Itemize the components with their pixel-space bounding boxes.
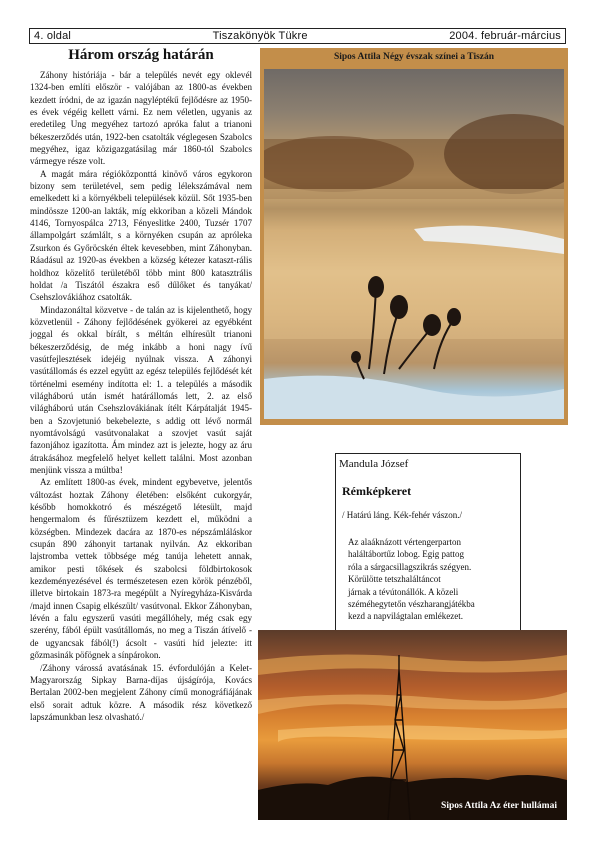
poem-line: járnak a tévútonállók. A közeli: [348, 586, 459, 597]
poem-line: széméhegytetőn vészharangjátékba: [348, 599, 475, 610]
sunset-scene-graphic: [258, 630, 567, 820]
poem-subtitle: / Határú láng. Kék-fehér vászon./: [342, 510, 462, 520]
poem-line: Az alaáknázott vértengerparton: [348, 537, 461, 547]
river-scene-graphic: [264, 69, 564, 419]
poem-line: Körülötte tetszhaláltáncot: [348, 574, 441, 585]
page-number: 4. oldal: [34, 30, 72, 42]
poem-line: róla a sárgacsillagszikrás szégyen.: [348, 561, 472, 572]
issue-date: 2004. február-március: [449, 30, 561, 42]
poem-line: kezd a napvilágtalan emlékezet.: [348, 611, 463, 622]
article-body: [30, 69, 252, 723]
article-paragraph: A magát mára régióközponttá kinövő város egykoron bizony sem területével, sem pedig lélekszámával nem emelkedett ki a környékbeli települések közül. Sőt 1935-ben mindössze 1200-an lakták, míg ekkoriban a közeli Mándok 4146, Tornyospálca 2713, Fényeslitke 2400, Tuzsér 1707 állampolgárt számlált, s a környéken csupán az apróleka Zsurkon és Győröcskén éltek kevesebben, mint Záhonyban. Ráadásul az 1920-as években a község kétezer kataszt-rális holdhoz közelítő területéből több mint 800 katasztrális holdat /a Tiszától északra eső dűlőket és tanyákat/ Csehszlovákiához csatolták.: [30, 168, 252, 303]
article-paragraph: Az említett 1800-as évek, mindent egybevetve, jelentős változást hoztak Záhony életében: elsőként cukorgyár, később homokkotró és mészégető létesült, majd hengermalom és fűrésztüzem kezdett el, működni a községben. Mindezek dacára az 1870-es népszámláláskor csupán 890 záhonyit tartanak nyilván. Az ekkoriban lajstromba vettek többsége még tanúja lehetett annak, amikor pesti tőkések és szabolcsi földbirtokosok kezdeményezésével és természetesen ezen körök pénzéből, illetve birtokain 1873-ra megépült a Nyíregyháza-Kisvárda /majd innen Csapig elkészült/ vasútvonal. Ekkor Záhonyban, lévén a falu egyszerű vasúti megállóhely, még csak egy szerény, fából épült vasútállomás, no meg a Tiszán átívelő - de ugyancsak fából(!) ácsolt - vasúti híd jelezte: itt gőzmasinák pöfögnek a sínpárokon.: [30, 477, 252, 661]
river-landscape-photo: [264, 69, 564, 419]
poem-lines: [348, 536, 518, 623]
article-paragraph: Mindazonáltal közvetve - de talán az is kijelenthető, hogy közvetlenül - Záhony fejlődésének gyökerei az egyébként joggal és okkal bírált, s méltán elhíresült trianoni békeszerződésig, de még inkább a honi nagy ívű vasútfejlesztések idejéig nyúlnak vissza. A záhonyi vasútállomás és ezzel együtt az egész település fejlődését két történelmi esemény indította el: 1. a település a második világháború után ismét határállomás lett, 2. az első világháború után Csehszlovákiának ítélt Kárpátalját 1945-ben a Szovjetunió bekebelezte, s addig ott lévő normál nyomtávolságú vasútvonalakat a szovjet vasút saját fazonjához igazította. Ám mindez azt is jelezte, hogy az áru átrakásához megfelelő helyet kellett találni. Most azonban menjünk vissza a múltba!: [30, 304, 252, 475]
article-title: Három ország határán: [68, 47, 214, 63]
photo-caption-top: Sipos Attila Négy évszak színei a Tiszán: [333, 52, 495, 62]
poem-title: Rémképkeret: [342, 484, 412, 498]
article-paragraph: /Záhony várossá avatásának 15. évfordulóján a Kelet-Magyarország Sipkay Barna-díjas újságírója, Kovács Bertalan 2002-ben megjelent Záhony című monográfiájának első sorait adtuk közre. A második rész következő lapszámunkban lesz olvasható./: [30, 662, 252, 722]
sunset-tower-photo: [258, 630, 567, 820]
article-paragraph: Záhony históriája - bár a település nevét egy oklevél 1324-ben említi először - valójában az 1800-as években kezdett íródni, de az igazán nagyléptékű fejlődésre az 1950-es évek végéig kellett várni. Ez nem véletlen, ugyanis az eredetileg Ung megyéhez tartozó apróka falut a trianoni békeszerződés után, 1922-ben csatolták véglegesen Szabolcs megyéhez, igaz közigazgatásilag már 1860-tól Szabolcs vármegye része volt.: [30, 70, 252, 167]
poem-author: Mandula József: [339, 458, 409, 470]
photo-caption-bottom: Sipos Attila Az éter hullámai: [441, 801, 557, 811]
page-header: [29, 28, 566, 44]
newspaper-name: Tiszakönyök Tükre: [212, 30, 308, 42]
poem-line: haláltábortűz lobog. Egig pattog: [348, 549, 464, 560]
